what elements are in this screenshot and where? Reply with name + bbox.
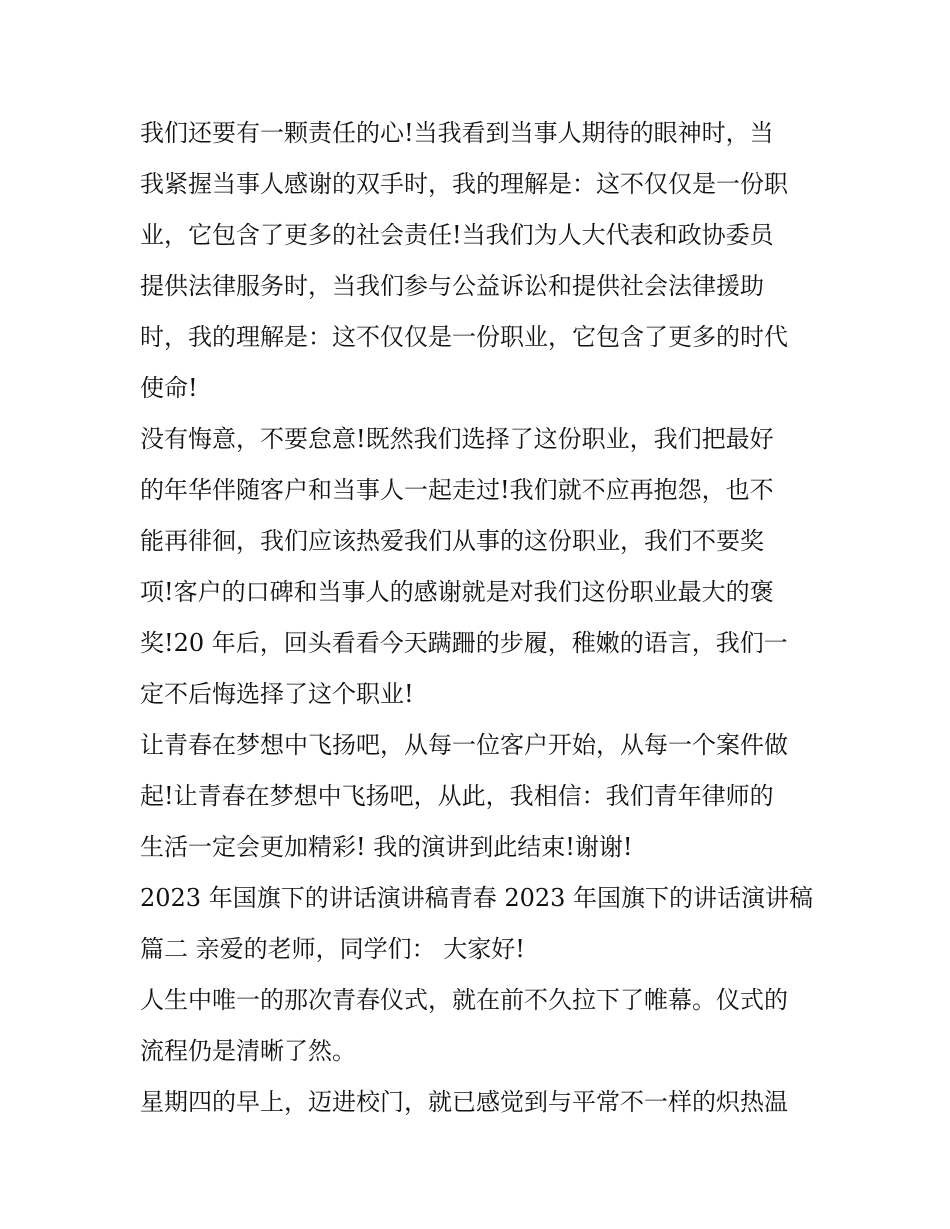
text-line: 星期四的早上，迈进校门，就已感觉到与平常不一样的炽热温 <box>140 1088 788 1116</box>
text-line: 我们还要有一颗责任的心!当我看到当事人期待的眼神时，当 <box>140 119 774 147</box>
text-line: 没有悔意，不要怠意!既然我们选择了这份职业，我们把最好 <box>140 425 774 453</box>
text-line: 生活一定会更加精彩! 我的演讲到此结束!谢谢! <box>140 833 633 861</box>
text-line: 起!让青春在梦想中飞扬吧，从此，我相信：我们青年律师的 <box>140 782 774 810</box>
text-line: 使命! <box>140 374 198 402</box>
text-line: 奖!20 年后，回头看看今天蹒跚的步履，稚嫩的语言，我们一 <box>140 629 788 657</box>
text-line: 人生中唯一的那次青春仪式，就在前不久拉下了帷幕。仪式的 <box>140 986 788 1014</box>
text-line: 2023 年国旗下的讲话演讲稿青春 2023 年国旗下的讲话演讲稿 <box>140 884 814 912</box>
text-line: 让青春在梦想中飞扬吧，从每一位客户开始，从每一个案件做 <box>140 731 788 759</box>
text-line: 的年华伴随客户和当事人一起走过!我们就不应再抱怨，也不 <box>140 476 774 504</box>
text-line: 我紧握当事人感谢的双手时，我的理解是：这不仅仅是一份职 <box>140 170 788 198</box>
text-line: 定不后悔选择了这个职业! <box>140 680 414 708</box>
text-line: 提供法律服务时，当我们参与公益诉讼和提供社会法律援助 <box>140 272 764 300</box>
document-body <box>140 108 820 1128</box>
text-line: 业，它包含了更多的社会责任!当我们为人大代表和政协委员 <box>140 221 774 249</box>
text-line: 流程仍是清晰了然。 <box>140 1037 356 1065</box>
text-line: 时，我的理解是：这不仅仅是一份职业，它包含了更多的时代 <box>140 323 788 351</box>
text-line: 项!客户的口碑和当事人的感谢就是对我们这份职业最大的褒 <box>140 578 774 606</box>
text-line: 能再徘徊，我们应该热爱我们从事的这份职业，我们不要奖 <box>140 527 764 555</box>
text-line: 篇二 亲爱的老师，同学们： 大家好! <box>140 935 525 963</box>
